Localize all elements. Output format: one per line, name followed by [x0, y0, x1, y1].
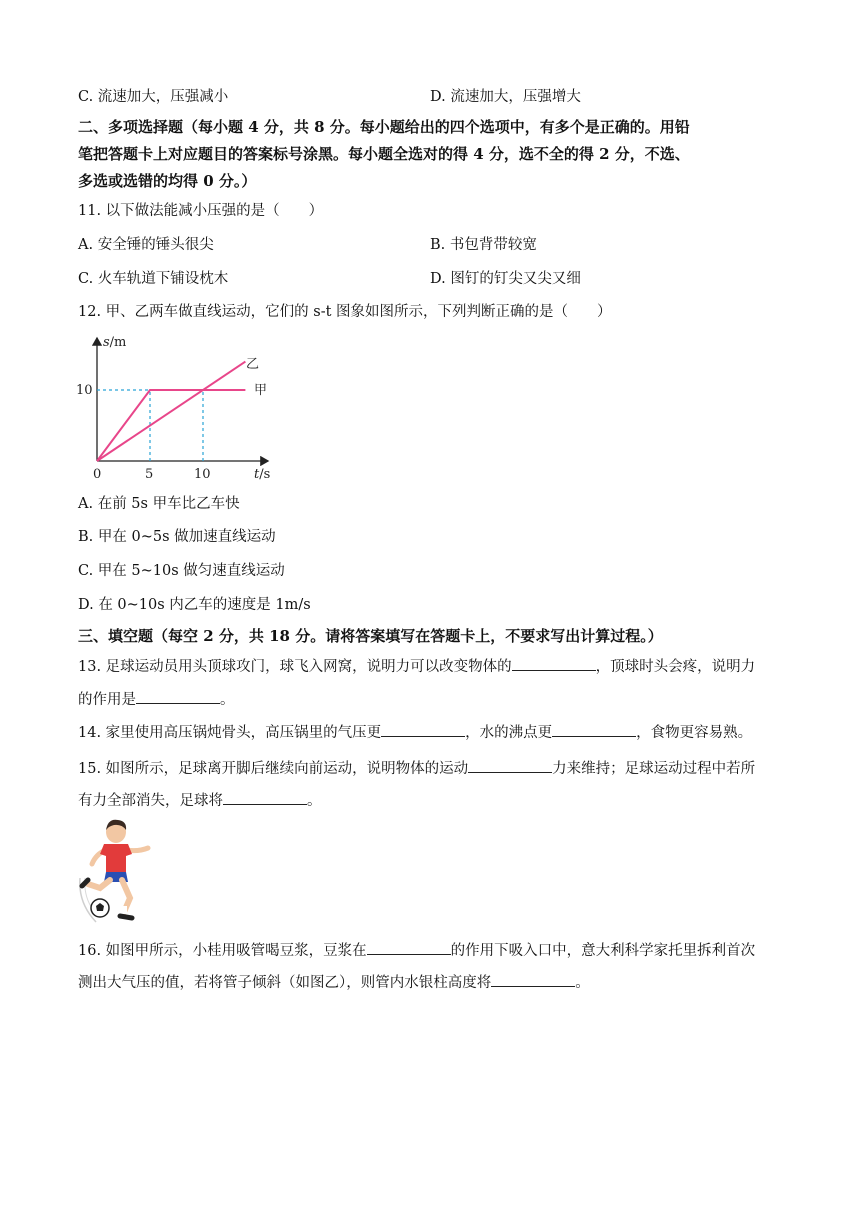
- q14-blank2: [552, 722, 636, 737]
- q13-text2: ，顶球时头会疼，说明力: [595, 659, 756, 675]
- section3-heading: 三、填空题（每空 2 分，共 18 分。请将答案填写在答题卡上，不要求写出计算过程。）: [78, 627, 663, 645]
- q13-line2: [78, 689, 235, 711]
- series-label-yi: 乙: [246, 357, 260, 372]
- q14-text3: ，食物更容易熟。: [636, 725, 753, 741]
- q15-blank1: [468, 758, 552, 773]
- q10-option-d: D. 流速加大，压强增大: [430, 89, 581, 105]
- x-tick-5: 5: [145, 467, 154, 482]
- series-label-jia: 甲: [254, 383, 268, 398]
- q13-blank1: [512, 656, 596, 671]
- soccer-player-illustration: [76, 818, 160, 926]
- q15-text2: 力来维持；足球运动过程中若所: [552, 761, 756, 777]
- q16-blank2: [491, 972, 575, 987]
- q13-text1: 13. 足球运动员用头顶球攻门，球飞入网窝，说明力可以改变物体的: [78, 659, 512, 675]
- q12-option-d: D. 在 0~10s 内乙车的速度是 1m/s: [78, 597, 311, 613]
- q13-blank2: [136, 689, 220, 704]
- q14-line: [78, 722, 752, 744]
- q10-option-c: C. 流速加大，压强减小: [78, 89, 229, 105]
- q13-text4: 。: [220, 692, 235, 708]
- q12-option-b: B. 甲在 0~5s 做加速直线运动: [78, 529, 276, 545]
- q13-line1: [78, 656, 755, 678]
- q15-blank2: [223, 790, 307, 805]
- q15-text1: 15. 如图所示，足球离开脚后继续向前运动，说明物体的运动: [78, 761, 469, 777]
- q12-option-c: C. 甲在 5~10s 做匀速直线运动: [78, 563, 285, 579]
- y-tick-10: 10: [76, 383, 93, 398]
- q11-option-b: B. 书包背带较宽: [430, 237, 537, 253]
- q13-text3: 的作用是: [78, 692, 136, 708]
- q15-text3: 有力全部消失，足球将: [78, 793, 223, 809]
- x-axis-label: t/s: [254, 467, 271, 482]
- q14-text1: 14. 家里使用高压锅炖骨头，高压锅里的气压更: [78, 725, 382, 741]
- x-tick-10: 10: [194, 467, 211, 482]
- q16-blank1: [367, 940, 451, 955]
- section2-heading-line1: 二、多项选择题（每小题 4 分，共 8 分。每小题给出的四个选项中，有多个是正确的。用铅: [78, 118, 690, 136]
- q16-line1: [78, 940, 755, 962]
- q16-text4: 。: [575, 975, 590, 991]
- q14-text2: ，水的沸点更: [465, 725, 553, 741]
- y-axis-label: s/m: [103, 335, 127, 350]
- q15-text4: 。: [307, 793, 322, 809]
- series-line-0: [97, 390, 245, 461]
- q16-text3: 测出大气压的值，若将管子倾斜（如图乙），则管内水银柱高度将: [78, 975, 492, 991]
- q15-line2: [78, 790, 322, 812]
- q12-option-a: A. 在前 5s 甲车比乙车快: [78, 496, 240, 512]
- q16-text2: 的作用下吸入口中，意大利科学家托里拆利首次: [450, 943, 756, 959]
- q16-text1: 16. 如图甲所示，小桂用吸管喝豆浆，豆浆在: [78, 943, 367, 959]
- series-line-1: [97, 362, 245, 461]
- q12-stem: 12. 甲、乙两车做直线运动，它们的 s-t 图象如图所示，下列判断正确的是（ ）: [78, 304, 612, 320]
- section2-heading-line3: 多选或选错的均得 0 分。）: [78, 172, 257, 190]
- st-graph: [70, 328, 290, 484]
- q11-option-a: A. 安全锤的锤头很尖: [78, 237, 214, 253]
- q11-stem: 11. 以下做法能减小压强的是（ ）: [78, 203, 324, 219]
- q16-line2: [78, 972, 590, 994]
- q11-option-d: D. 图钉的钉尖又尖又细: [430, 271, 581, 287]
- section2-heading-line2: 笔把答题卡上对应题目的答案标号涂黑。每小题全选对的得 4 分，选不全的得 2 分，不选、: [78, 145, 690, 163]
- q14-blank1: [381, 722, 465, 737]
- q15-line1: [78, 758, 755, 780]
- x-tick-0: 0: [93, 467, 102, 482]
- q11-option-c: C. 火车轨道下铺设枕木: [78, 271, 229, 287]
